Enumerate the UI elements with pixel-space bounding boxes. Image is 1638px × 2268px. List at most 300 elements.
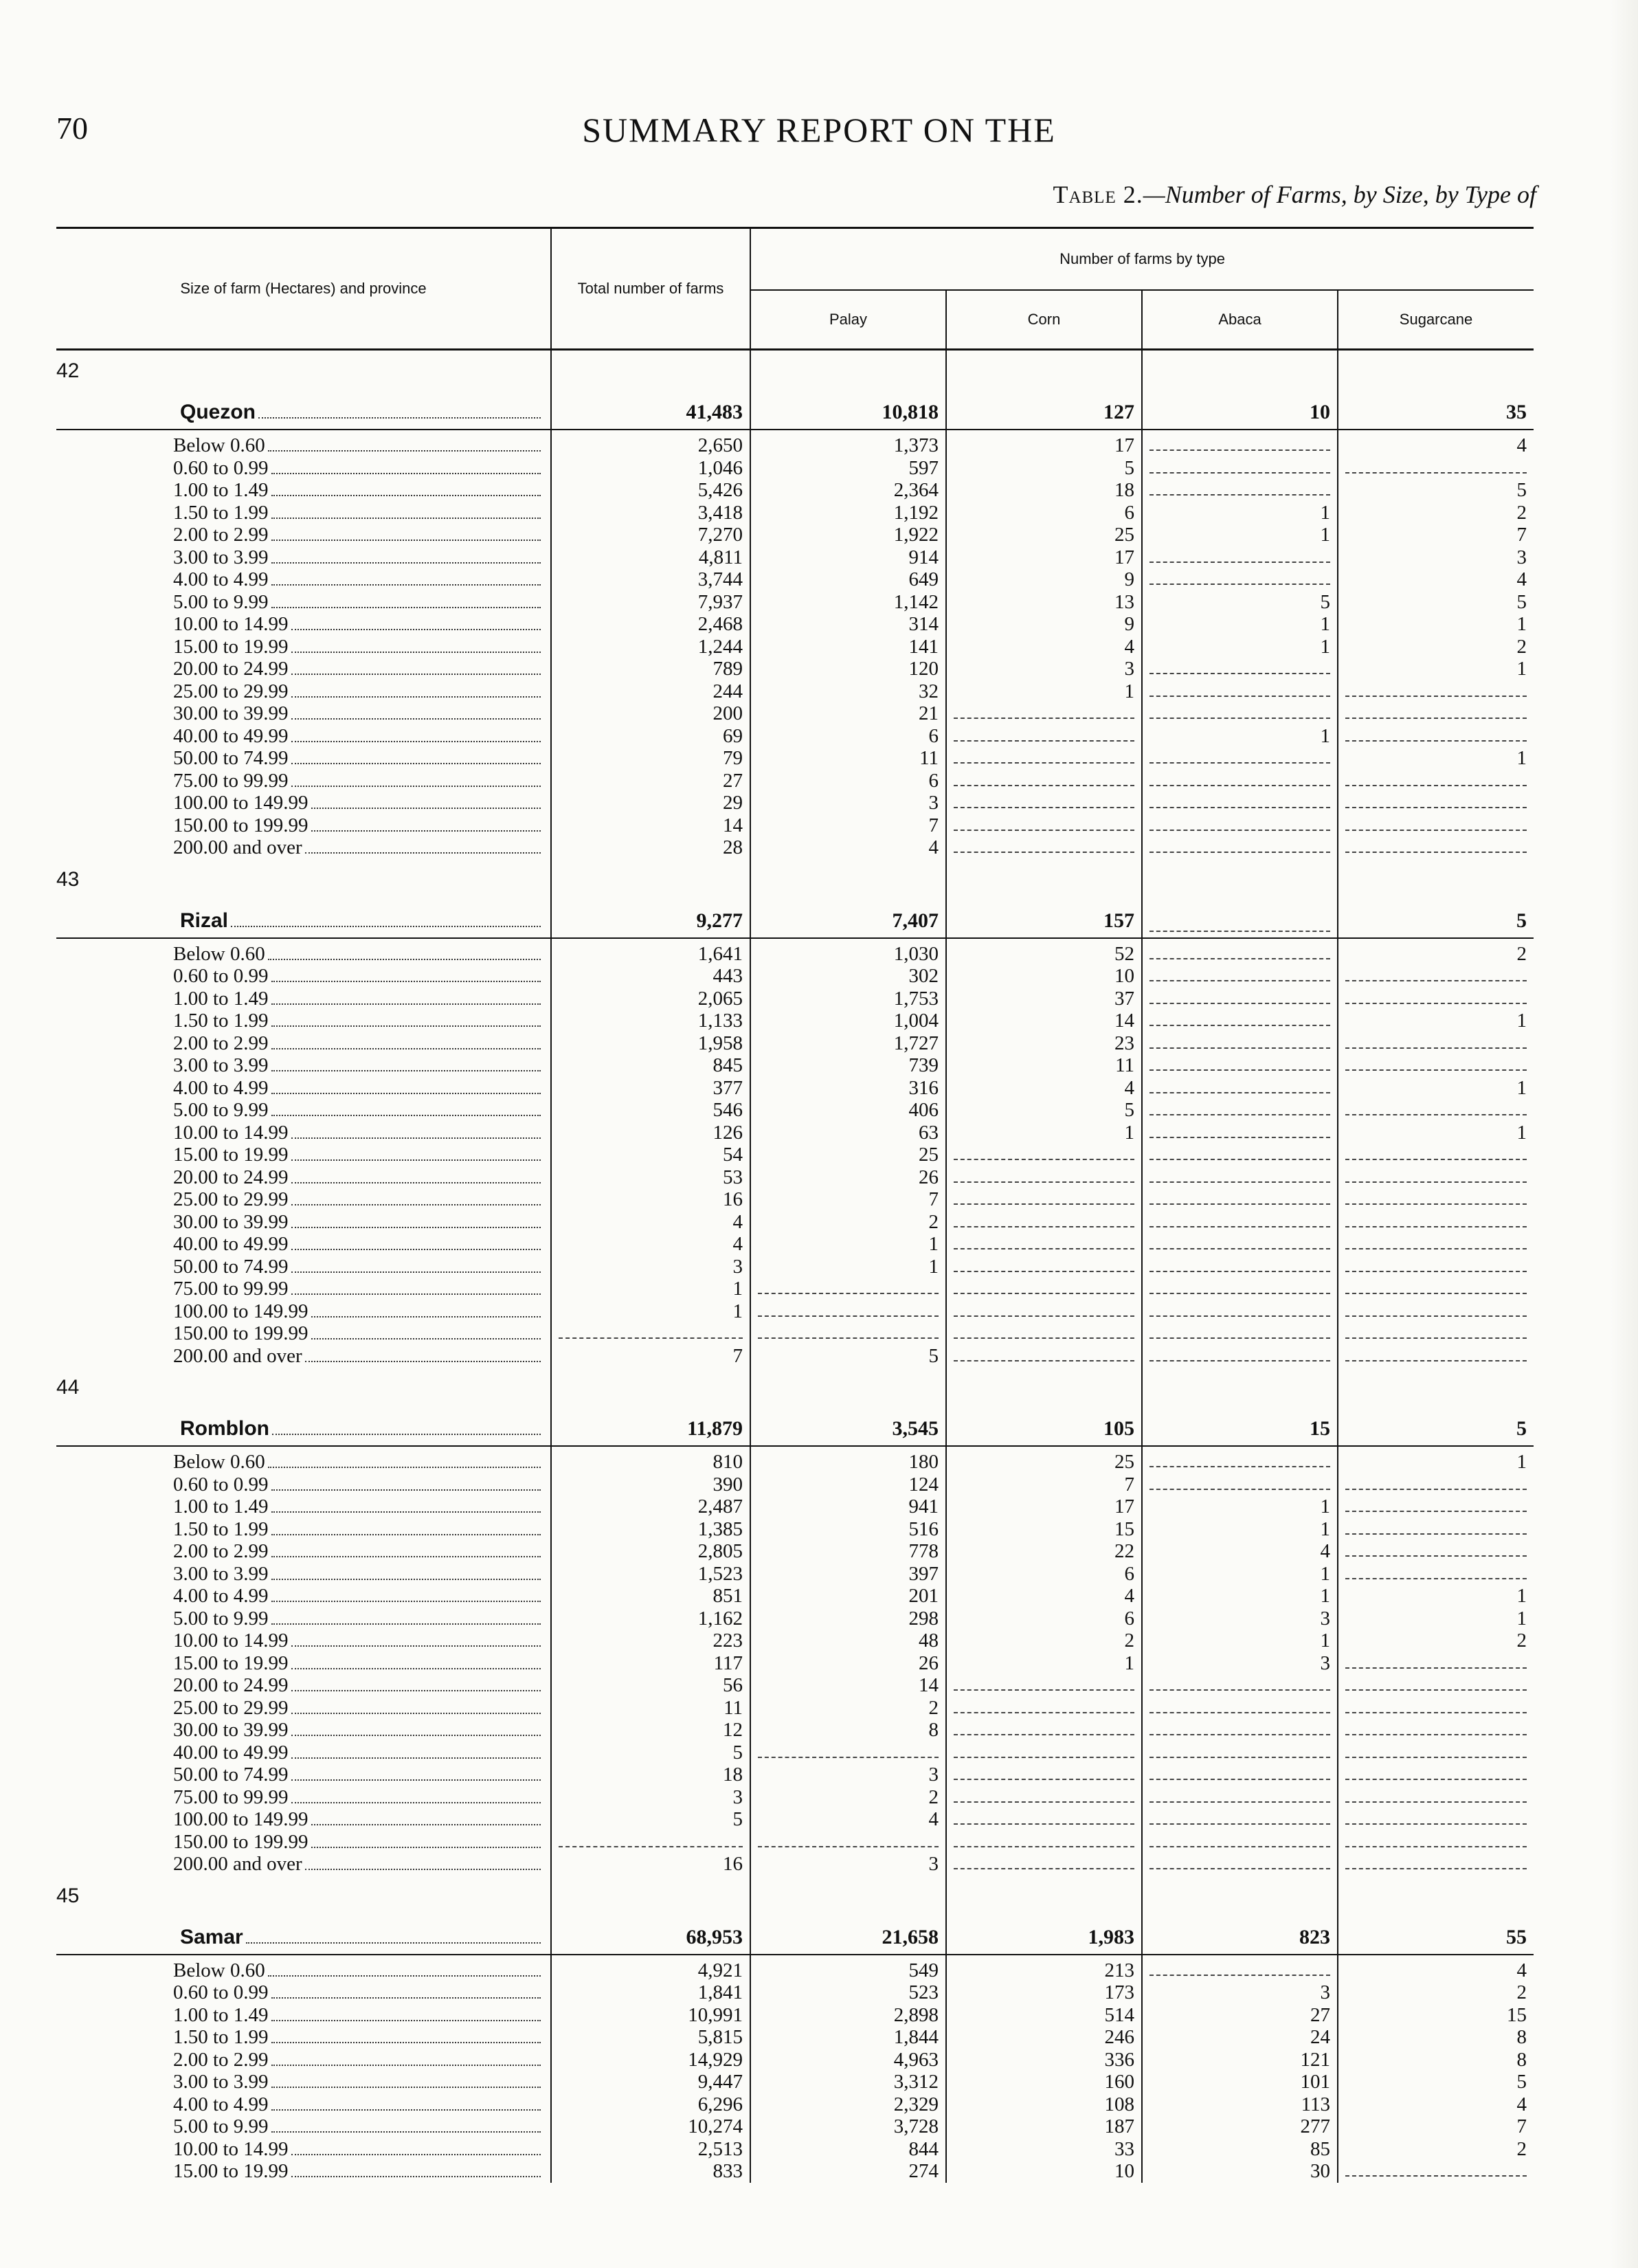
size-class-label [104, 457, 551, 480]
size-class-label [104, 725, 551, 748]
corn-cell [946, 836, 1142, 859]
corn-cell [946, 747, 1142, 770]
abaca-cell: 121 [1142, 2049, 1338, 2071]
row-spacer [56, 680, 104, 703]
row-spacer [56, 1674, 104, 1697]
row-spacer [56, 1166, 104, 1189]
table-row [56, 591, 1534, 614]
corn-cell: 15 [946, 1518, 1142, 1541]
total-cell: 54 [551, 1144, 750, 1166]
size-class-label [104, 1345, 551, 1368]
size-class-label [104, 965, 551, 988]
sugarcane-cell [1338, 680, 1534, 703]
corn-cell: 10 [946, 965, 1142, 988]
size-class-label [104, 1697, 551, 1720]
province-row [56, 350, 1534, 430]
size-class-text: 150.00 to 199.99 [173, 1830, 308, 1853]
abaca-cell [1142, 546, 1338, 569]
palay-cell: 6 [750, 725, 946, 748]
row-spacer [56, 479, 104, 502]
province-name-text: Romblon [180, 1417, 269, 1440]
sugarcane-cell [1338, 457, 1534, 480]
abaca-cell [1142, 1322, 1338, 1345]
corn-cell: 17 [946, 1496, 1142, 1518]
total-cell: 1 [551, 1278, 750, 1300]
size-class-text: 100.00 to 149.99 [173, 1300, 308, 1322]
table-row [56, 2071, 1534, 2093]
abaca-cell: 113 [1142, 2093, 1338, 2116]
table-row [56, 1099, 1534, 1122]
size-class-label [104, 568, 551, 591]
row-spacer [56, 1808, 104, 1831]
total-cell: 16 [551, 1853, 750, 1876]
size-class-text: 1.50 to 1.99 [173, 501, 269, 524]
total-cell: 10,991 [551, 2004, 750, 2027]
province-number: 42 [56, 350, 104, 430]
size-class-text: 3.00 to 3.99 [173, 1562, 269, 1585]
abaca-cell: 30 [1142, 2160, 1338, 2183]
total-cell: 1,046 [551, 457, 750, 480]
table-row [56, 1188, 1534, 1211]
size-class-text: 4.00 to 4.99 [173, 2093, 269, 2115]
palay-cell: 2,329 [750, 2093, 946, 2116]
row-spacer [56, 1144, 104, 1166]
row-spacer [56, 1853, 104, 1876]
table-row [56, 1764, 1534, 1786]
size-class-text: 10.00 to 14.99 [173, 613, 289, 636]
table-row [56, 1518, 1534, 1541]
sugarcane-cell [1338, 988, 1534, 1010]
row-spacer [56, 613, 104, 636]
size-class-text: 2.00 to 2.99 [173, 2048, 269, 2071]
palay-cell: 4 [750, 836, 946, 859]
total-cell: 2,650 [551, 430, 750, 457]
sugarcane-cell: 1 [1516, 1076, 1527, 1099]
row-spacer [56, 1122, 104, 1144]
row-spacer [56, 1233, 104, 1256]
size-class-text: 1.50 to 1.99 [173, 1010, 269, 1032]
sugarcane-cell: 2 [1516, 635, 1527, 658]
size-class-text: 2.00 to 2.99 [173, 524, 269, 546]
palay-column-header: Palay [750, 290, 946, 350]
table-row [56, 1474, 1534, 1496]
palay-cell: 1,753 [750, 988, 946, 1010]
table-body [56, 350, 1534, 2183]
sugarcane-cell [1338, 1808, 1534, 1831]
table-row [56, 1540, 1534, 1563]
palay-cell: 397 [750, 1563, 946, 1586]
table-row [56, 568, 1534, 591]
size-class-text: 40.00 to 49.99 [173, 1741, 289, 1764]
table-caption [1053, 180, 1536, 209]
size-class-text: Below 0.60 [173, 1959, 265, 1981]
province-sugarcane-cell: 55 [1338, 1876, 1534, 1955]
table-row [56, 1652, 1534, 1675]
palay-cell: 1 [750, 1233, 946, 1256]
palay-cell: 298 [750, 1608, 946, 1630]
size-class-text: 150.00 to 199.99 [173, 814, 308, 836]
sugarcane-cell: 2 [1516, 942, 1527, 965]
size-class-label [104, 1300, 551, 1323]
total-cell: 2,513 [551, 2138, 750, 2161]
size-class-text: 2.00 to 2.99 [173, 1540, 269, 1563]
table-row [56, 988, 1534, 1010]
abaca-cell [1142, 1955, 1338, 1982]
palay-cell: 180 [750, 1446, 946, 1474]
total-cell: 1,641 [551, 938, 750, 966]
row-spacer [56, 1742, 104, 1764]
sugarcane-cell [1338, 1099, 1534, 1122]
row-spacer [56, 1585, 104, 1608]
corn-cell: 108 [946, 2093, 1142, 2116]
corn-cell: 514 [946, 2004, 1142, 2027]
sugarcane-cell [1338, 1144, 1534, 1166]
size-class-label [104, 524, 551, 546]
size-class-label [104, 2160, 551, 2183]
size-class-label [104, 1608, 551, 1630]
size-class-label [104, 1278, 551, 1300]
palay-cell: 6 [750, 770, 946, 792]
province-name-text: Quezon [180, 401, 256, 423]
table-row [56, 965, 1534, 988]
size-class-text: 75.00 to 99.99 [173, 769, 289, 792]
total-cell: 7,270 [551, 524, 750, 546]
province-name-text: Samar [180, 1925, 243, 1948]
province-number: 45 [56, 1876, 104, 1955]
total-cell: 53 [551, 1166, 750, 1189]
palay-cell: 25 [750, 1144, 946, 1166]
row-spacer [56, 636, 104, 658]
row-spacer [56, 1188, 104, 1211]
table-row [56, 1630, 1534, 1652]
total-cell: 810 [551, 1446, 750, 1474]
total-cell: 7,937 [551, 591, 750, 614]
abaca-cell [1142, 1786, 1338, 1809]
palay-cell: 844 [750, 2138, 946, 2161]
size-class-label [104, 1742, 551, 1764]
total-cell: 4,811 [551, 546, 750, 569]
palay-cell: 7 [750, 814, 946, 837]
row-spacer [56, 1786, 104, 1809]
sugarcane-cell [1338, 1764, 1534, 1786]
total-cell: 3,418 [551, 502, 750, 524]
province-palay-cell: 10,818 [750, 350, 946, 430]
row-spacer [56, 2071, 104, 2093]
corn-cell [946, 1256, 1142, 1278]
size-class-text: 1.00 to 1.49 [173, 1496, 269, 1518]
table-row [56, 613, 1534, 636]
abaca-cell [1142, 1188, 1338, 1211]
total-cell: 79 [551, 747, 750, 770]
palay-cell: 1,727 [750, 1032, 946, 1055]
sugarcane-cell [1338, 770, 1534, 792]
size-class-text: 100.00 to 149.99 [173, 1808, 308, 1831]
abaca-cell [1142, 1032, 1338, 1055]
row-spacer [56, 1630, 104, 1652]
table-row [56, 2115, 1534, 2138]
size-class-label [104, 479, 551, 502]
table-row [56, 1955, 1534, 1982]
palay-cell: 48 [750, 1630, 946, 1652]
sugarcane-cell [1338, 814, 1534, 837]
corn-cell [946, 1674, 1142, 1697]
size-class-label [104, 1446, 551, 1474]
abaca-cell [1142, 430, 1338, 457]
palay-cell: 1,004 [750, 1010, 946, 1032]
palay-cell: 4,963 [750, 2049, 946, 2071]
total-cell: 18 [551, 1764, 750, 1786]
corn-cell: 7 [946, 1474, 1142, 1496]
province-row [56, 1876, 1534, 1955]
total-cell: 5,426 [551, 479, 750, 502]
page-edge [1611, 0, 1638, 2268]
corn-cell [946, 1697, 1142, 1720]
province-name [104, 1367, 551, 1446]
sugarcane-cell: 5 [1516, 590, 1527, 613]
size-class-label [104, 613, 551, 636]
size-class-text: 200.00 and over [173, 836, 302, 859]
corn-column-header: Corn [946, 290, 1142, 350]
table-row [56, 658, 1534, 680]
corn-cell: 25 [946, 524, 1142, 546]
corn-cell: 10 [946, 2160, 1142, 2183]
table-row [56, 1077, 1534, 1100]
province-corn-cell: 157 [946, 859, 1142, 938]
sugarcane-cell [1338, 1054, 1534, 1077]
palay-cell: 941 [750, 1496, 946, 1518]
size-class-label [104, 1032, 551, 1055]
corn-cell: 18 [946, 479, 1142, 502]
size-class-label [104, 702, 551, 725]
total-cell: 7 [551, 1345, 750, 1368]
palay-cell: 1,142 [750, 591, 946, 614]
sugarcane-cell [1338, 1719, 1534, 1742]
size-class-text: 10.00 to 14.99 [173, 1121, 289, 1144]
table-row [56, 1742, 1534, 1764]
sugarcane-cell [1338, 1278, 1534, 1300]
size-class-label [104, 1674, 551, 1697]
row-spacer [56, 568, 104, 591]
abaca-cell [1142, 1099, 1338, 1122]
abaca-cell [1142, 568, 1338, 591]
size-class-text: 0.60 to 0.99 [173, 456, 269, 479]
size-class-text: 3.00 to 3.99 [173, 546, 269, 568]
palay-cell: 739 [750, 1054, 946, 1077]
corn-cell: 22 [946, 1540, 1142, 1563]
abaca-cell [1142, 1256, 1338, 1278]
row-spacer [56, 1054, 104, 1077]
type-group-header: Number of farms by type [750, 228, 1534, 291]
province-corn-cell: 127 [946, 350, 1142, 430]
size-class-label [104, 2071, 551, 2093]
size-class-text: 15.00 to 19.99 [173, 2160, 289, 2183]
sugarcane-cell [1338, 1742, 1534, 1764]
row-spacer [56, 1955, 104, 1982]
row-spacer [56, 1981, 104, 2004]
size-class-label [104, 1786, 551, 1809]
table-row [56, 1256, 1534, 1278]
size-class-label [104, 938, 551, 966]
size-class-text: 4.00 to 4.99 [173, 568, 269, 591]
palay-cell: 3 [750, 1853, 946, 1876]
size-class-text: 75.00 to 99.99 [173, 1278, 289, 1300]
province-abaca-cell [1142, 859, 1338, 938]
province-total-cell: 68,953 [551, 1876, 750, 1955]
total-cell: 28 [551, 836, 750, 859]
size-class-text: 30.00 to 39.99 [173, 702, 289, 725]
corn-cell: 160 [946, 2071, 1142, 2093]
table-row [56, 1032, 1534, 1055]
table-row [56, 1831, 1534, 1854]
palay-cell: 1,922 [750, 524, 946, 546]
abaca-cell: 1 [1142, 1518, 1338, 1541]
table-row [56, 770, 1534, 792]
size-class-text: 40.00 to 49.99 [173, 1233, 289, 1256]
corn-cell: 173 [946, 1981, 1142, 2004]
corn-cell [946, 1786, 1142, 1809]
size-class-label [104, 546, 551, 569]
abaca-cell [1142, 747, 1338, 770]
total-cell [551, 1831, 750, 1854]
page-number: 70 [56, 111, 88, 146]
palay-cell: 3,312 [750, 2071, 946, 2093]
table-row [56, 1563, 1534, 1586]
palay-cell: 1 [750, 1256, 946, 1278]
total-cell: 377 [551, 1077, 750, 1100]
size-class-text: 25.00 to 29.99 [173, 1696, 289, 1719]
size-class-text: 20.00 to 24.99 [173, 658, 289, 680]
total-cell [551, 1322, 750, 1345]
row-spacer [56, 1010, 104, 1032]
corn-cell: 33 [946, 2138, 1142, 2161]
table-caption-text: —Number of Farms, by Size, by Type of [1143, 181, 1536, 208]
sugarcane-cell: 4 [1516, 434, 1527, 457]
sugarcane-cell: 3 [1516, 546, 1527, 568]
table-row [56, 814, 1534, 837]
row-spacer [56, 2160, 104, 2183]
corn-cell [946, 770, 1142, 792]
sugarcane-cell [1338, 1345, 1534, 1368]
palay-cell: 302 [750, 965, 946, 988]
size-class-label [104, 1652, 551, 1675]
abaca-cell [1142, 479, 1338, 502]
size-class-text: 1.00 to 1.49 [173, 987, 269, 1010]
size-class-text: 75.00 to 99.99 [173, 1786, 289, 1808]
size-class-label [104, 1540, 551, 1563]
total-cell: 5 [551, 1742, 750, 1764]
sugarcane-cell [1338, 1518, 1534, 1541]
sugarcane-cell [1338, 1300, 1534, 1323]
table-row [56, 2138, 1534, 2161]
abaca-cell [1142, 1166, 1338, 1189]
palay-cell: 11 [750, 747, 946, 770]
corn-cell [946, 1233, 1142, 1256]
palay-cell: 7 [750, 1188, 946, 1211]
row-spacer [56, 1608, 104, 1630]
table-row [56, 1674, 1534, 1697]
size-class-text: 50.00 to 74.99 [173, 747, 289, 770]
total-cell: 9,447 [551, 2071, 750, 2093]
corn-cell [946, 792, 1142, 814]
palay-cell [750, 1742, 946, 1764]
sugarcane-cell: 4 [1516, 1959, 1527, 1981]
table-row [56, 1322, 1534, 1345]
row-spacer [56, 1211, 104, 1234]
total-cell: 3 [551, 1256, 750, 1278]
sugarcane-cell [1338, 1540, 1534, 1563]
corn-cell: 1 [946, 1122, 1142, 1144]
abaca-cell: 101 [1142, 2071, 1338, 2093]
abaca-cell [1142, 1300, 1338, 1323]
table-row [56, 2026, 1534, 2049]
total-cell: 4 [551, 1211, 750, 1234]
corn-cell [946, 1144, 1142, 1166]
table-row [56, 836, 1534, 859]
size-class-text: 40.00 to 49.99 [173, 724, 289, 747]
total-cell: 5 [551, 1808, 750, 1831]
corn-cell: 37 [946, 988, 1142, 1010]
size-class-text: 3.00 to 3.99 [173, 2071, 269, 2093]
abaca-cell [1142, 814, 1338, 837]
table-row [56, 1278, 1534, 1300]
row-spacer [56, 457, 104, 480]
sugarcane-cell: 1 [1516, 1607, 1527, 1630]
corn-cell: 2 [946, 1630, 1142, 1652]
abaca-cell [1142, 1674, 1338, 1697]
abaca-cell [1142, 1345, 1338, 1368]
row-spacer [56, 502, 104, 524]
size-class-label [104, 1518, 551, 1541]
corn-cell: 9 [946, 613, 1142, 636]
corn-cell: 1 [946, 1652, 1142, 1675]
palay-cell: 3 [750, 792, 946, 814]
row-spacer [56, 1446, 104, 1474]
province-sugarcane-cell: 35 [1338, 350, 1534, 430]
palay-cell: 1,192 [750, 502, 946, 524]
table-row [56, 2049, 1534, 2071]
palay-cell: 141 [750, 636, 946, 658]
corn-cell [946, 1831, 1142, 1854]
palay-cell: 124 [750, 1474, 946, 1496]
province-number: 44 [56, 1367, 104, 1446]
abaca-cell [1142, 938, 1338, 966]
province-palay-cell: 21,658 [750, 1876, 946, 1955]
table-row [56, 1166, 1534, 1189]
table-row [56, 1608, 1534, 1630]
total-cell: 4 [551, 1233, 750, 1256]
sugarcane-cell: 5 [1516, 479, 1527, 502]
palay-cell: 5 [750, 1345, 946, 1368]
total-cell: 200 [551, 702, 750, 725]
row-spacer [56, 702, 104, 725]
corn-cell: 213 [946, 1955, 1142, 1982]
palay-cell [750, 1300, 946, 1323]
size-class-text: 2.00 to 2.99 [173, 1032, 269, 1054]
total-cell: 6,296 [551, 2093, 750, 2116]
sugarcane-cell [1338, 1853, 1534, 1876]
palay-cell: 316 [750, 1077, 946, 1100]
abaca-cell [1142, 1697, 1338, 1720]
size-class-label [104, 836, 551, 859]
abaca-cell [1142, 1211, 1338, 1234]
abaca-cell: 1 [1142, 1563, 1338, 1586]
table-row [56, 524, 1534, 546]
row-spacer [56, 2026, 104, 2049]
corn-cell: 5 [946, 1099, 1142, 1122]
table-row [56, 1345, 1534, 1368]
abaca-cell [1142, 965, 1338, 988]
table-row [56, 1496, 1534, 1518]
